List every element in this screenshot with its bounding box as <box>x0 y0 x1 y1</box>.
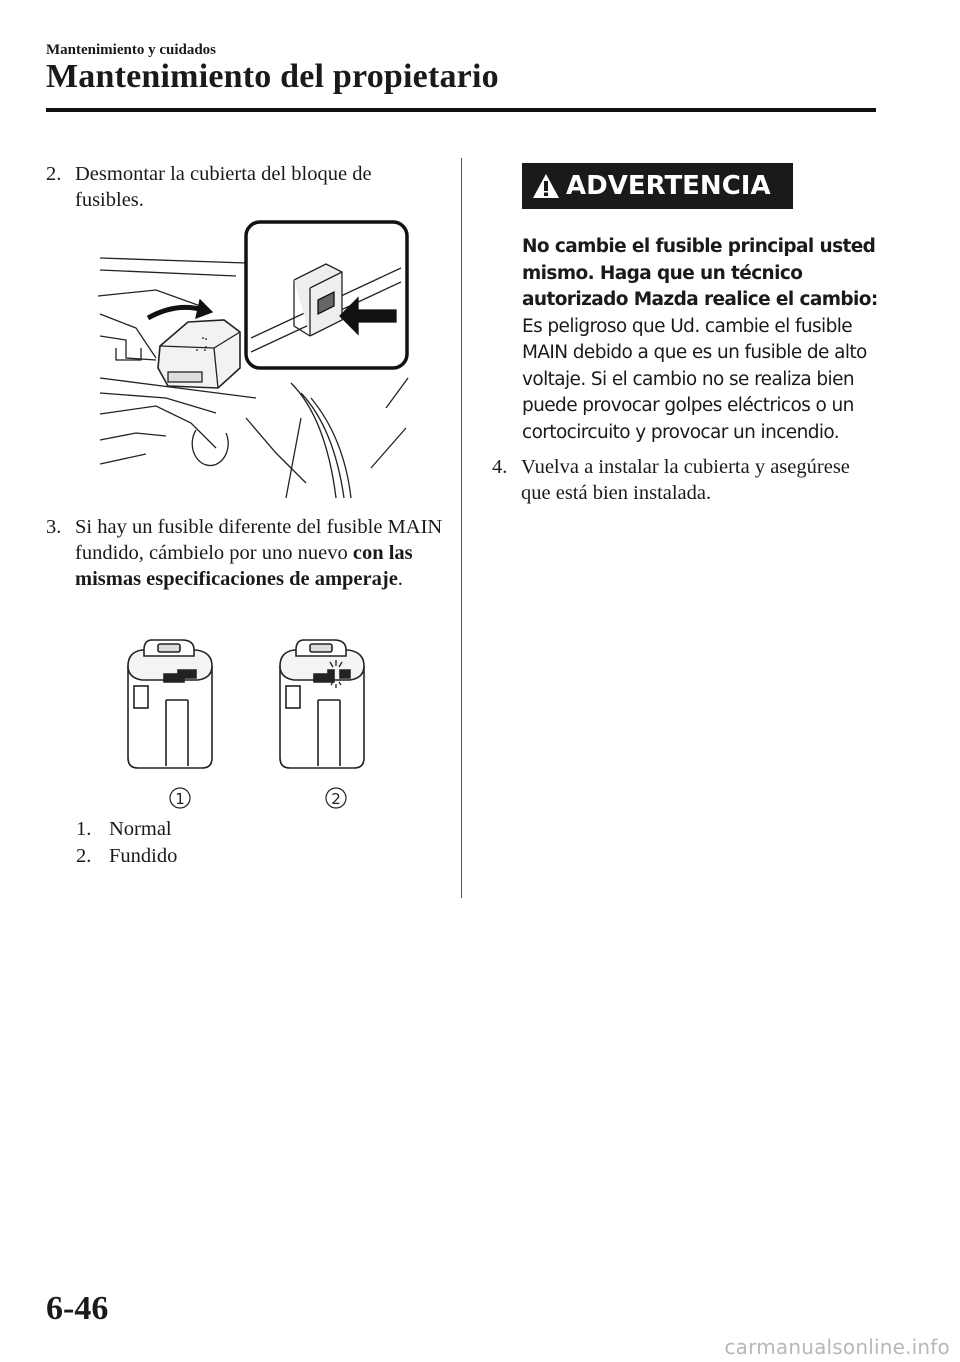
section-label: Mantenimiento y cuidados <box>46 42 217 58</box>
page-title: Mantenimiento del propietario <box>46 58 499 95</box>
warning-banner <box>522 163 793 209</box>
step-2-text: Desmontar la cubierta del bloque de fusibles. <box>75 163 372 211</box>
warning-text <box>522 234 882 446</box>
fuse-comparison-illustration <box>118 630 368 815</box>
page-number: 6-46 <box>46 1290 109 1327</box>
warning-bold-line: autorizado Mazda realice el cambio: <box>522 289 878 310</box>
legend-item <box>76 843 436 870</box>
warning-bold-line: No cambie el fusible principal usted <box>522 236 876 257</box>
step-4-text: Vuelva a instalar la cubierta y asegúrese que está bien instalada. <box>521 456 850 504</box>
legend-item-label: Normal <box>109 818 172 840</box>
warning-title: ADVERTENCIA <box>566 171 771 201</box>
title-rule <box>46 108 876 112</box>
legend-item <box>76 816 436 843</box>
warning-body-line: voltaje. Si el cambio no se realiza bien <box>522 368 854 390</box>
step-3-number: 3. <box>46 516 62 538</box>
fuse-box-cover-illustration <box>96 218 411 500</box>
figure-label-2: 2 <box>331 790 341 808</box>
step-2-number: 2. <box>46 163 62 185</box>
figure-label-1: 1 <box>175 790 185 808</box>
legend-item-label: Fundido <box>109 845 178 867</box>
warning-triangle-icon <box>532 173 560 199</box>
step-3-text-plain: Si hay un fusible diferente del fusible MAIN fundido, cámbielo por uno nuevo <box>75 516 443 564</box>
warning-bold-line: mismo. Haga que un técnico <box>522 262 803 284</box>
warning-body-line: cortocircuito y provocar un incendio. <box>522 421 840 443</box>
legend-item-number: 1. <box>76 818 92 840</box>
step-3-text-bold: con las mismas especificaciones de amperaje <box>75 542 413 590</box>
figure-legend <box>76 816 436 870</box>
step-3 <box>46 514 451 626</box>
column-divider <box>461 158 462 898</box>
watermark: carmanualsonline.info <box>724 1335 950 1359</box>
step-4-number: 4. <box>492 456 508 478</box>
step-3-text <box>75 514 450 592</box>
warning-body-line: puede provocar golpes eléctricos o un <box>522 395 854 416</box>
legend-item-number: 2. <box>76 845 92 867</box>
warning-body-line: MAIN debido a que es un fusible de alto <box>522 342 867 363</box>
warning-body-line: Es peligroso que Ud. cambie el fusible <box>522 315 853 337</box>
step-4 <box>492 454 872 510</box>
blown-fuse-figure <box>280 640 364 768</box>
step-3-text-end: . <box>397 568 403 590</box>
normal-fuse-figure <box>128 640 212 768</box>
step-2 <box>46 161 446 217</box>
